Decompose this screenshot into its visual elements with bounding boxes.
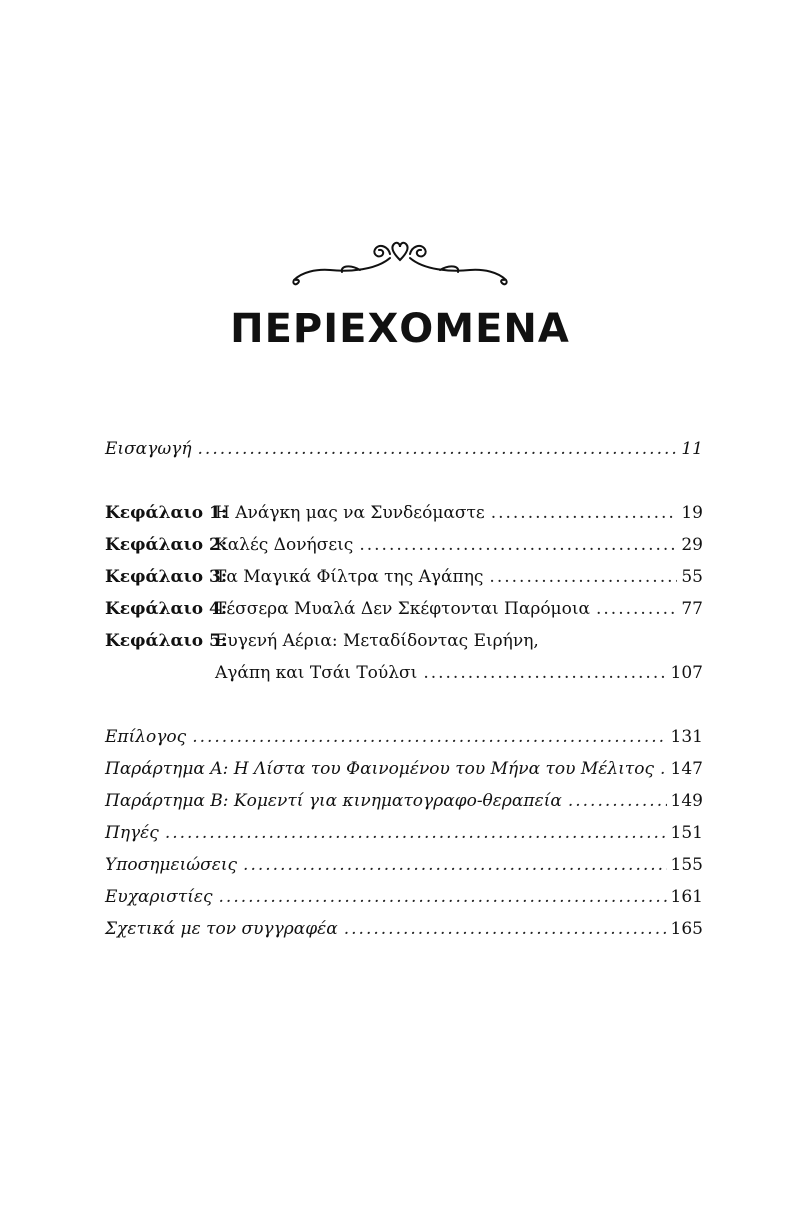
toc-entry[interactable] — [105, 433, 703, 465]
toc-entry-page: 149 — [670, 791, 703, 811]
chapter-prefix: Κεφάλαιο 3: — [105, 567, 228, 587]
dot-leader — [165, 817, 667, 849]
toc-entry-label — [105, 497, 485, 529]
toc-back-matter-section — [105, 721, 703, 945]
toc-entry-page: 19 — [681, 503, 703, 523]
toc-entry-label: Επίλογος — [105, 727, 187, 747]
toc-entry-label — [105, 561, 483, 593]
toc-entry[interactable] — [105, 913, 703, 945]
toc-entry[interactable] — [105, 785, 703, 817]
toc-entry-label — [105, 593, 590, 625]
toc-entry-page: 107 — [670, 663, 703, 683]
toc-entry-label — [105, 529, 353, 561]
toc-entry-page: 155 — [670, 855, 703, 875]
toc-entry-label: Υποσημειώσεις — [105, 855, 238, 875]
chapter-prefix: Κεφάλαιο 4: — [105, 599, 228, 619]
chapter-title: Ευγενή Αέρια: Μεταδίδοντας Ειρήνη, — [215, 631, 539, 651]
dot-leader — [489, 561, 677, 593]
toc-chapter-row[interactable] — [105, 561, 703, 593]
toc-entry-page: 151 — [670, 823, 703, 843]
dot-leader — [596, 593, 677, 625]
toc-entry[interactable] — [105, 881, 703, 913]
chapter-title: Τέσσερα Μυαλά Δεν Σκέφτονται Παρόμοια — [215, 599, 590, 619]
dot-leader — [219, 881, 667, 913]
chapter-title: Καλές Δονήσεις — [215, 535, 354, 555]
toc-entry[interactable] — [105, 721, 703, 753]
dot-leader — [359, 529, 677, 561]
toc-entry-page: 29 — [681, 535, 703, 555]
toc-entry-label: Πηγές — [105, 823, 159, 843]
toc-entry-page: 77 — [681, 599, 703, 619]
toc-entry-page: 165 — [670, 919, 703, 939]
dot-leader — [660, 753, 667, 785]
toc-entry-label: Σχετικά με τον συγγραφέα — [105, 919, 338, 939]
chapter-prefix: Κεφάλαιο 5: — [105, 631, 228, 651]
chapter-title: Η Ανάγκη μας να Συνδεόμαστε — [215, 503, 485, 523]
toc-entry-label — [105, 625, 539, 657]
dot-leader — [568, 785, 667, 817]
chapter-prefix: Κεφάλαιο 1: — [105, 503, 228, 523]
toc-chapter-row[interactable] — [105, 593, 703, 625]
toc-chapters-section — [105, 497, 703, 689]
toc-chapter-row-continued[interactable] — [105, 657, 703, 689]
toc-entry[interactable] — [105, 817, 703, 849]
toc-entry-page: 161 — [670, 887, 703, 907]
toc-entry[interactable] — [105, 849, 703, 881]
toc-chapter-row[interactable] — [105, 529, 703, 561]
toc-entry-page: 131 — [670, 727, 703, 747]
dot-leader — [423, 657, 666, 689]
toc-chapter-row[interactable] — [105, 625, 703, 657]
toc-entry-page: 147 — [670, 759, 703, 779]
dot-leader — [192, 721, 666, 753]
dot-leader — [198, 433, 678, 465]
toc-entry-label: Παράρτημα Α: Η Λίστα του Φαινομένου του Μήνα του Μέλιτος — [105, 759, 654, 779]
dot-leader — [491, 497, 678, 529]
toc-entry-label: Εισαγωγή — [105, 439, 192, 459]
heart-scroll-ornament-icon — [290, 236, 510, 292]
chapter-title: Τα Μαγικά Φίλτρα της Αγάπης — [215, 567, 484, 587]
dot-leader — [243, 849, 667, 881]
dot-leader — [344, 913, 667, 945]
toc-entry-page: 55 — [681, 567, 703, 587]
toc-entry-label: Ευχαριστίες — [105, 887, 213, 907]
chapter-title-continued: Αγάπη και Τσάι Τούλσι — [215, 663, 418, 683]
toc-intro-section — [105, 433, 703, 465]
toc-entry[interactable] — [105, 753, 703, 785]
toc-entry-label: Παράρτημα Β: Κομεντί για κινηματογραφο-θεραπεία — [105, 791, 562, 811]
page-title: ΠΕΡΙΕΧΟΜΕΝΑ — [230, 306, 570, 352]
chapter-prefix: Κεφάλαιο 2: — [105, 535, 228, 555]
toc-chapter-row[interactable] — [105, 497, 703, 529]
toc-entry-page: 11 — [681, 439, 703, 459]
